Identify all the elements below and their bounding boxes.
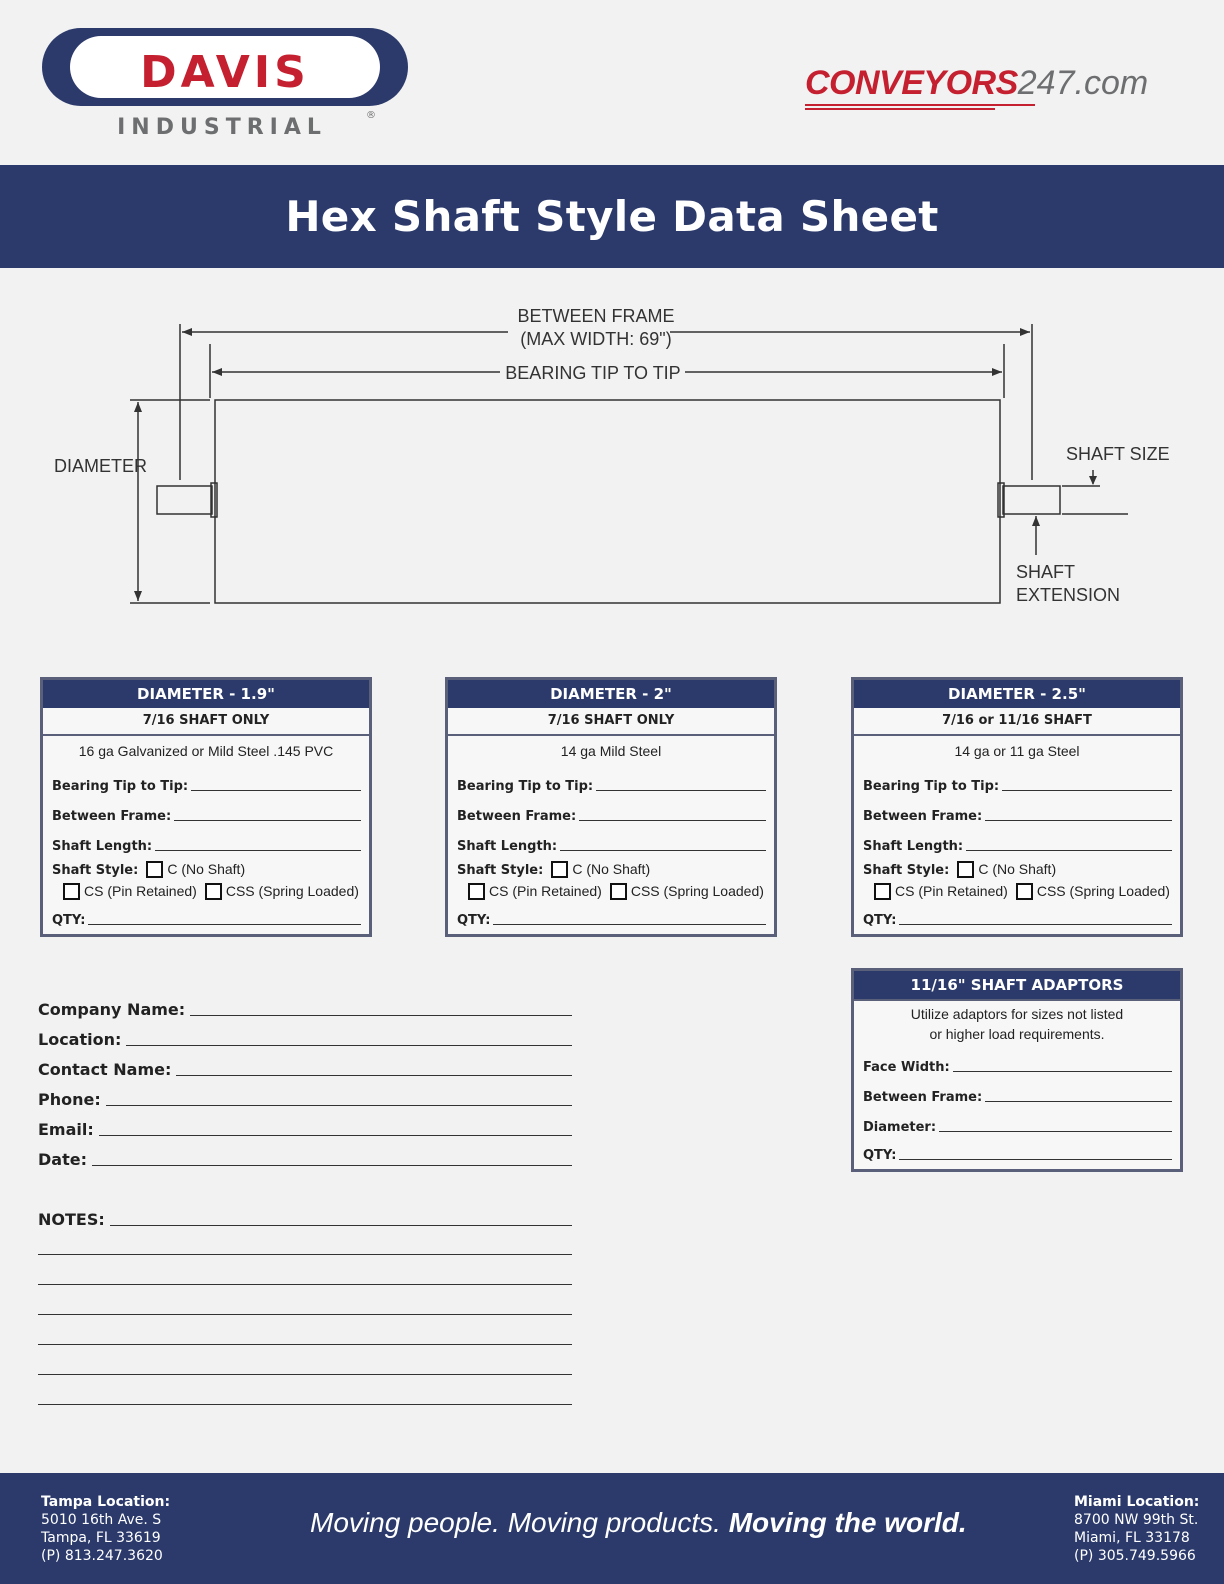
shaft-length-field[interactable]: Shaft Length: bbox=[43, 824, 369, 854]
checkbox-c[interactable] bbox=[551, 861, 568, 878]
notes-line[interactable] bbox=[38, 1344, 572, 1345]
between-frame-field[interactable]: Between Frame: bbox=[854, 794, 1180, 824]
card-shaft: 7/16 SHAFT ONLY bbox=[448, 708, 774, 736]
shaft-extension-label-2: EXTENSION bbox=[1016, 585, 1121, 605]
shaft-style-row: Shaft Style: C (No Shaft) bbox=[52, 861, 246, 878]
card-material: 14 ga or 11 ga Steel bbox=[954, 743, 1080, 759]
shaft-extension-label-1: SHAFT bbox=[1016, 562, 1076, 582]
notes-line[interactable] bbox=[38, 1314, 572, 1315]
c247-number-text: 247 bbox=[1017, 64, 1075, 102]
checkbox-c[interactable] bbox=[146, 861, 163, 878]
shaft-style-row-2: CS (Pin Retained) CSS (Spring Loaded) bbox=[854, 880, 1180, 902]
checkbox-c[interactable] bbox=[957, 861, 974, 878]
spec-card-2 bbox=[445, 677, 777, 937]
checkbox-css[interactable] bbox=[610, 883, 627, 900]
c247-main-text: CONVEYORS bbox=[805, 64, 1018, 102]
checkbox-css[interactable] bbox=[1016, 883, 1033, 900]
max-width-label: (MAX WIDTH: 69") bbox=[520, 329, 672, 349]
notes-field[interactable]: NOTES: bbox=[38, 1203, 572, 1229]
qty-field[interactable]: QTY: bbox=[43, 902, 369, 928]
adaptor-diameter-field[interactable]: Diameter: bbox=[854, 1105, 1180, 1135]
checkbox-cs[interactable] bbox=[874, 883, 891, 900]
adaptors-desc-2: or higher load requirements. bbox=[929, 1026, 1105, 1042]
spec-card-1-9 bbox=[40, 677, 372, 937]
checkbox-css[interactable] bbox=[205, 883, 222, 900]
card-title: DIAMETER - 1.9" bbox=[43, 680, 369, 708]
shaft-length-field[interactable]: Shaft Length: bbox=[448, 824, 774, 854]
c247-speed-lines bbox=[805, 104, 1045, 112]
card-title: DIAMETER - 2" bbox=[448, 680, 774, 708]
tampa-location: Tampa Location: 5010 16th Ave. S Tampa, FL 33619 (P) 813.247.3620 bbox=[41, 1494, 171, 1564]
bearing-tip-field[interactable]: Bearing Tip to Tip: bbox=[448, 764, 774, 794]
card-material: 16 ga Galvanized or Mild Steel .145 PVC bbox=[78, 743, 334, 759]
card-title: DIAMETER - 2.5" bbox=[854, 680, 1180, 708]
notes-line[interactable] bbox=[38, 1284, 572, 1285]
c247-domain-text: .com bbox=[1074, 64, 1149, 102]
registered-mark: ® bbox=[366, 110, 376, 121]
between-frame-field[interactable]: Between Frame: bbox=[448, 794, 774, 824]
adaptors-title: 11/16" SHAFT ADAPTORS bbox=[854, 971, 1180, 1001]
checkbox-cs[interactable] bbox=[63, 883, 80, 900]
miami-location: Miami Location: 8700 NW 99th St. Miami, FL 33178 (P) 305.749.5966 bbox=[1074, 1494, 1200, 1564]
bearing-tip-field[interactable]: Bearing Tip to Tip: bbox=[43, 764, 369, 794]
page-title: Hex Shaft Style Data Sheet bbox=[285, 192, 939, 241]
between-frame-field[interactable]: Between Frame: bbox=[43, 794, 369, 824]
email-field[interactable]: Email: bbox=[38, 1113, 572, 1139]
notes-line[interactable] bbox=[38, 1254, 572, 1255]
spec-card-2-5 bbox=[851, 677, 1183, 937]
shaft-style-row-2: CS (Pin Retained) CSS (Spring Loaded) bbox=[448, 880, 774, 902]
footer bbox=[0, 1473, 1224, 1584]
bearing-tip-label: BEARING TIP TO TIP bbox=[505, 363, 681, 383]
notes-line[interactable] bbox=[38, 1374, 572, 1375]
phone-field[interactable]: Phone: bbox=[38, 1083, 572, 1109]
face-width-field[interactable]: Face Width: bbox=[854, 1045, 1180, 1075]
date-field[interactable]: Date: bbox=[38, 1143, 572, 1169]
card-shaft: 7/16 or 11/16 SHAFT bbox=[854, 708, 1180, 736]
diameter-label: DIAMETER bbox=[54, 456, 148, 476]
notes-line[interactable] bbox=[38, 1404, 572, 1405]
davis-logo-text: DAVIS bbox=[140, 47, 310, 98]
company-name-field[interactable]: Company Name: bbox=[38, 993, 572, 1019]
adaptors-card bbox=[851, 968, 1183, 1172]
card-material: 14 ga Mild Steel bbox=[560, 743, 662, 759]
shaft-style-row-2: CS (Pin Retained) CSS (Spring Loaded) bbox=[43, 880, 369, 902]
title-band bbox=[0, 165, 1224, 268]
shaft-style-row: Shaft Style: C (No Shaft) bbox=[457, 861, 651, 878]
qty-field[interactable]: QTY: bbox=[854, 902, 1180, 928]
qty-field[interactable]: QTY: bbox=[448, 902, 774, 928]
contact-name-field[interactable]: Contact Name: bbox=[38, 1053, 572, 1079]
conveyors247-logo bbox=[805, 64, 1185, 116]
between-frame-label: BETWEEN FRAME bbox=[517, 306, 675, 326]
adaptors-desc-1: Utilize adaptors for sizes not listed bbox=[910, 1006, 1124, 1022]
shaft-size-label: SHAFT SIZE bbox=[1066, 444, 1170, 464]
shaft-length-field[interactable]: Shaft Length: bbox=[854, 824, 1180, 854]
location-field[interactable]: Location: bbox=[38, 1023, 572, 1049]
shaft-style-row: Shaft Style: C (No Shaft) bbox=[863, 861, 1057, 878]
card-shaft: 7/16 SHAFT ONLY bbox=[43, 708, 369, 736]
bearing-tip-field[interactable]: Bearing Tip to Tip: bbox=[854, 764, 1180, 794]
checkbox-cs[interactable] bbox=[468, 883, 485, 900]
roller-diagram bbox=[0, 290, 1224, 630]
adaptor-qty-field[interactable]: QTY: bbox=[854, 1135, 1180, 1163]
davis-industrial-logo bbox=[40, 26, 412, 142]
tagline: Moving people. Moving products. Moving the world. bbox=[310, 1507, 967, 1538]
davis-sub-text: INDUSTRIAL bbox=[117, 115, 327, 140]
adaptor-between-frame-field[interactable]: Between Frame: bbox=[854, 1075, 1180, 1105]
